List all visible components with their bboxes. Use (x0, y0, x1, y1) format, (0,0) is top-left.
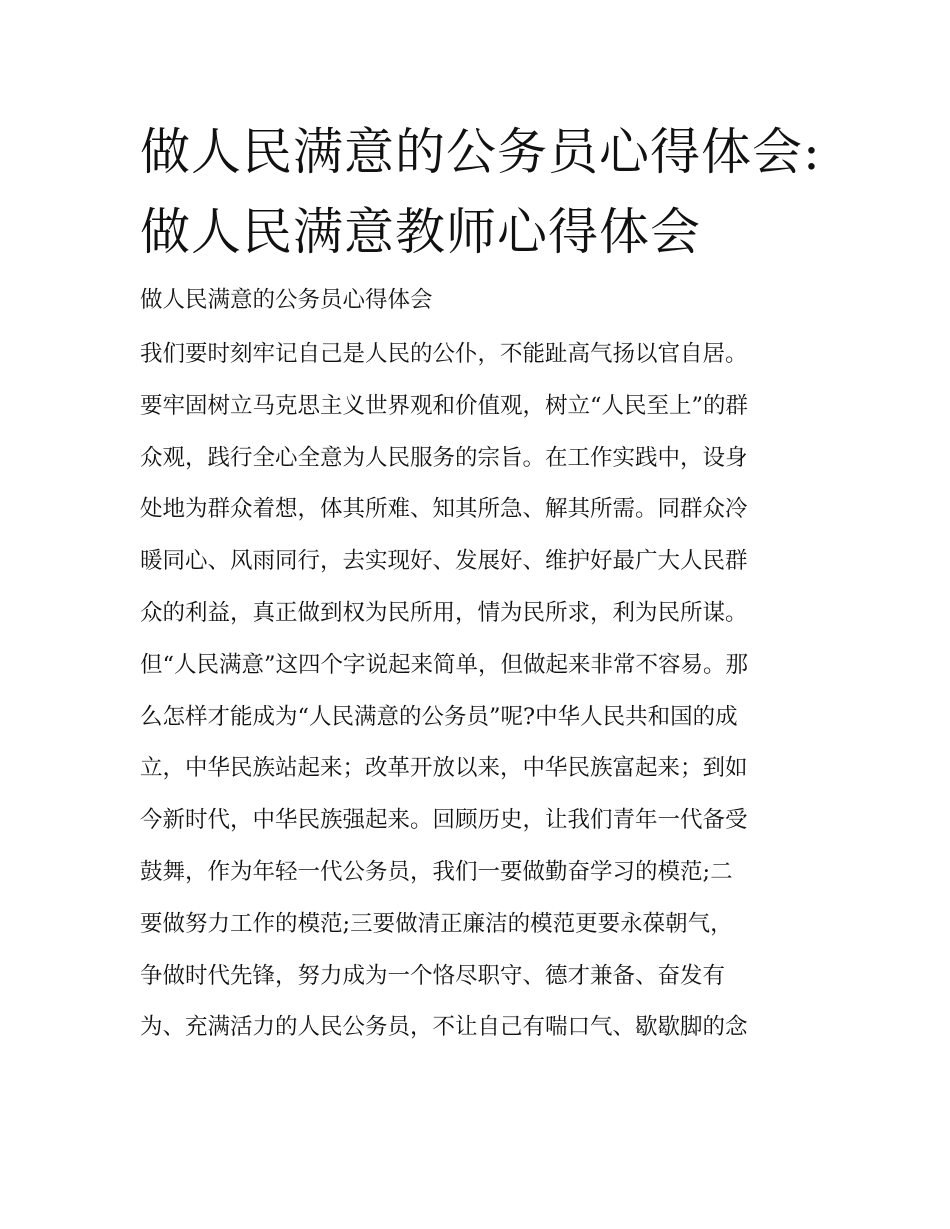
body-line: 么怎样才能成为“人民满意的公务员”呢?中华人民共和国的成 (140, 703, 738, 730)
body-line: 鼓舞，作为年轻一代公务员，我们一要做勤奋学习的模范;二 (140, 858, 733, 885)
body-line: 要做努力工作的模范;三要做清正廉洁的模范更要永葆朝气， (140, 910, 733, 937)
body-line: 我们要时刻牢记自己是人民的公仆，不能趾高气扬以官自居。 (140, 341, 748, 367)
body-line: 处地为群众着想，体其所难、知其所急、解其所需。同群众冷 (140, 496, 748, 523)
body-text (140, 332, 830, 1057)
body-line: 但“人民满意”这四个字说起来简单，但做起来非常不容易。那 (140, 651, 749, 678)
body-line: 要牢固树立马克思主义世界观和价值观，树立“人民至上”的群 (140, 392, 749, 419)
body-line: 暖同心、风雨同行，去实现好、发展好、维护好最广大人民群 (140, 548, 748, 575)
section-heading: 做人民满意的公务员心得体会 (140, 287, 433, 313)
title-line: 做人民满意的公务员心得体会: (140, 123, 821, 181)
body-line: 争做时代先锋，努力成为一个恪尽职守、德才兼备、奋发有 (140, 962, 726, 989)
body-line: 今新时代，中华民族强起来。回顾历史，让我们青年一代备受 (140, 807, 748, 834)
body-line: 众的利益，真正做到权为民所用，情为民所求，利为民所谋。 (140, 599, 748, 626)
body-line: 立，中华民族站起来；改革开放以来，中华民族富起来；到如 (140, 755, 748, 782)
title-line: 做人民满意教师心得体会 (140, 203, 701, 261)
body-line: 众观，践行全心全意为人民服务的宗旨。在工作实践中，设身 (140, 444, 748, 471)
document-title (140, 112, 830, 272)
body-line: 为、充满活力的人民公务员，不让自己有喘口气、歇歇脚的念 (140, 1014, 748, 1041)
